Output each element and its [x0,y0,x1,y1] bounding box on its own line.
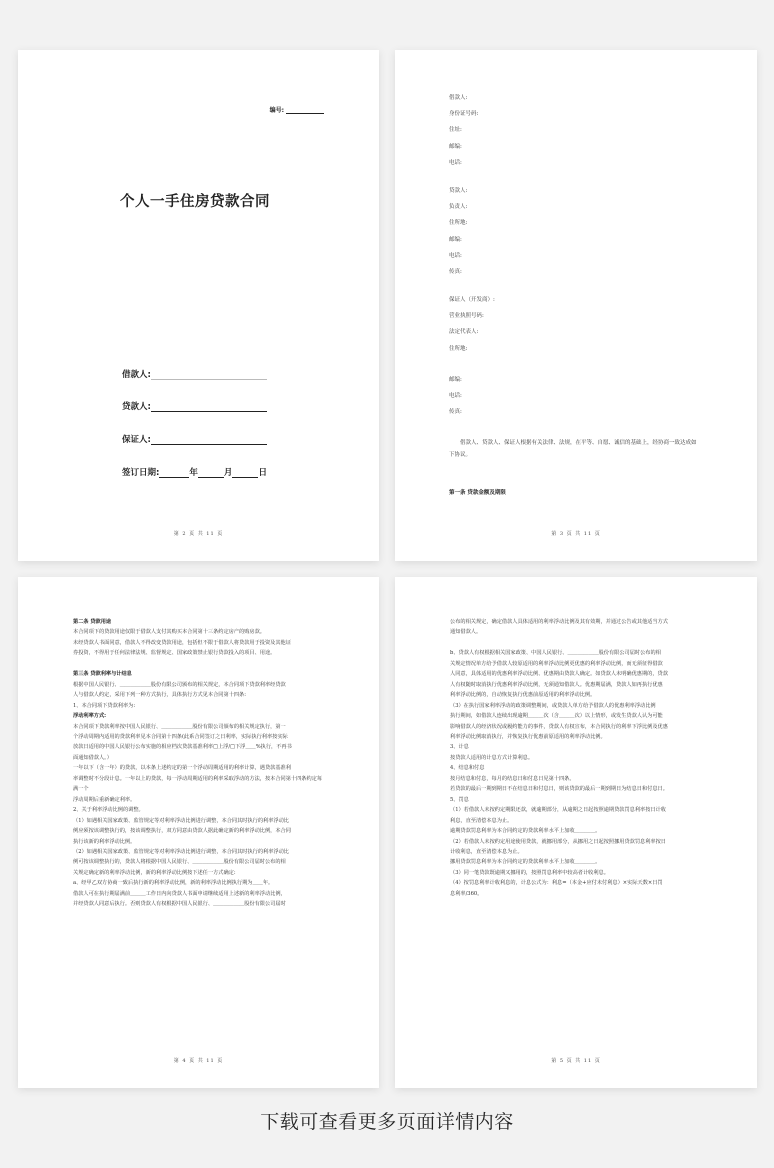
borrower-info [449,90,478,171]
text-line: 面通知借款人。） [73,754,112,761]
text-line: 浮动周期后重新确定利率。 [73,796,136,803]
text-line: 若贷款的最后一期到期日不在结息日和付息日，则该贷款的最后一期到期日为结息日和付息日。 [450,786,668,793]
info-line: 邮编: [449,377,462,383]
text-line: 关规定确定新的利率浮动比例，新的利率浮动比例按下述任一方式确定: [73,869,236,876]
text-line: 放款日适用的中国人民银行公布实施的相应档次贷款基准利率□上浮/□下浮＿＿%执行，不再书 [73,744,292,751]
info-line: 保证人（开发商）: [449,297,495,303]
text-line: 例应须按该调整执行的，按该调整执行，双方同意由贷款人据此确定新的利率浮动比例，本合同 [73,828,291,835]
clause-heading: 浮动利率方式: [73,713,107,720]
page-terms-1 [18,577,379,1088]
text-line: 息利率/360。 [450,890,483,897]
info-line: 邮编: [449,236,462,243]
page-parties [395,50,757,561]
text-line: 关规定情况单方给予借款人较原适用的利率浮动比例更优惠的利率浮动比例，而无须征得借款 [450,660,663,667]
guarantor-label: 保证人: [122,435,151,445]
info-line: 营业执照号码: [449,313,484,320]
text-line: 1、本合同项下贷款利率为: [73,702,136,709]
text-line: 公布的相关规定，确定借款人具体适用的利率浮动比例及其有效期，并通过公告或其他适当方式 [450,619,668,625]
page-terms-2 [395,577,757,1088]
info-line: 邮编: [449,143,462,150]
info-line: 法定代表人: [449,329,479,336]
text-line: （4）按罚息利率计收利息的，计息公式为：利息=（本金+应付未付利息）×实际天数×日罚 [450,880,663,887]
page-footer: 第 3 页 共 11 页 [551,531,601,537]
text-line: 人同意，具体适用的优惠利率浮动比例、优惠期由贷款人确定。如贷款人未明确优惠期的，贷款 [450,671,668,678]
clause-heading: 第三条 贷款利率与计结息 [73,671,132,678]
text-line: 人有权随时取消执行优惠利率浮动比例，无须通知借款人。优惠期届满，贷款人如再执行优惠 [450,681,663,688]
info-line: 借款人: [449,95,468,101]
lender-field [122,400,267,412]
text-line: b、贷款人有权根据相关国家政策、中国人民银行、＿＿＿＿＿＿股份有限公司届时公布的相 [450,650,661,657]
info-line: 贷款人: [449,188,468,194]
text-line: 3、计息 [450,744,469,751]
text-line: a、经甲乙双方协商一致后执行新的利率浮动比例，新的利率浮动比例执行期为＿＿年。 [73,880,274,887]
agreement-paragraph: 借款人、贷款人、保证人根据有关法律、法规，在平等、自愿、诚信的基础上，经协商一致达成如下协议。 [449,440,697,458]
text-line: 4、结息和付息 [450,765,485,772]
text-line: 本合同项下贷款利率按中国人民银行、＿＿＿＿＿＿股份有限公司颁布的相关规定执行，第一 [73,723,286,730]
text-line: （1）若借款人未按约定期限还款，就逾期部分，从逾期之日起按照逾期贷款罚息利率按日计收 [450,807,666,814]
text-line: 本合同项下的贷款用途仅限于借款人支付其购买本合同第十三条约定房产的购房款。 [73,629,265,636]
text-line: 按贷款人适用的计息方式计算利息。 [450,754,534,761]
info-line: 电话: [449,252,462,259]
info-line: 电话: [449,393,462,400]
text-line: （2）若借款人未按约定用途使用贷款，就挪用部分，从挪用之日起按照挪用贷款罚息利率按日 [450,838,666,845]
text-line: （2）如遇相关国家政策、监管规定等对利率浮动比例进行调整，本合同其时执行的利率浮动比 [73,848,289,855]
contract-body [73,617,325,910]
info-line: 电话: [449,159,462,166]
day-label: 日 [258,468,267,478]
text-line: 未经贷款人书面同意，借款人不得改变贷款用途，包括但不限于借款人将贷款用于投资及其他证 [73,639,291,646]
borrower-label: 借款人: [122,370,151,380]
sign-date-label: 签订日期: [122,468,160,478]
info-line: 住所地: [449,220,468,227]
text-line: 挪用贷款罚息利率为本合同约定的贷款利率水平上加收＿＿＿＿。 [450,859,601,866]
contract-body [450,617,703,899]
info-line: 传真: [449,269,462,276]
text-line: 影响借款人的经济状况或履约能力的事件，贷款人有权宣布，本合同执行的利率下浮比例及优惠 [450,723,668,730]
page-footer: 第 5 页 共 11 页 [551,1058,601,1064]
guarantor-blank [151,444,267,445]
text-line: 例可按该调整执行的，贷款人将根据中国人民银行、＿＿＿＿＿＿股份有限公司届时公布的相 [73,859,286,866]
year-label: 年 [189,468,198,478]
lender-blank [151,411,267,412]
borrower-field [122,368,267,380]
year-blank [159,477,189,478]
day-blank [232,477,258,478]
text-line: （3）同一笔贷款既逾期又挪用的，按照罚息利率中较高者计收利息。 [450,869,609,876]
text-line: 2、关于利率浮动比例的调整。 [73,807,144,814]
sign-date-field [122,466,267,478]
month-blank [198,477,224,478]
text-line: 券投资，不得用于任何法律法规、监督规定、国家政策禁止银行贷款投入的项目、用途。 [73,650,276,657]
page-footer: 第 2 页 共 11 页 [173,531,224,537]
text-line: 利率浮动比例的，自动恢复执行优惠前原适用的利率浮动比例。 [450,692,596,699]
text-line: 借款人可在执行期届满前＿＿＿工作日内向贷款人书面申请继续适用上述新的利率浮动比例， [73,890,286,897]
paragraph-gap [73,659,325,669]
text-line: 个浮动周期内适用的贷款利率见本合同第十四条(此系合同签订之日利率，实际执行利率按实际 [73,733,288,740]
page-footer: 第 4 页 共 11 页 [173,1058,224,1064]
text-line: 利率浮动比例取消执行，并恢复执行优惠前原适用的利率浮动比例。 [450,733,606,740]
text-line: 根据中国人民银行、＿＿＿＿＿＿股份有限公司颁布的相关规定，本合同项下贷款利率经贷款 [73,681,286,688]
text-line: 逾期贷款罚息利率为本合同约定的贷款利率水平上加收＿＿＿＿。 [450,828,601,835]
text-line: 5、罚息 [450,796,469,803]
text-line: （1）如遇相关国家政策、监管规定等对利率浮动比例进行调整，本合同其时执行的利率浮动比 [73,817,289,824]
text-line: （3）在执行国家利率浮动的政策调整期间，或贷款人单方给予借款人的优惠利率浮动比例 [450,702,656,709]
text-line: 执行期间，如借款人连续出现逾期＿＿＿次（含＿＿＿次）以上情形，或发生贷款人认为可能 [450,713,663,720]
page-title: 个人一手住房贷款合同 [120,194,270,210]
text-line: 利息，直至清偿本息为止。 [450,817,513,824]
contract-number [270,105,324,114]
month-label: 月 [223,468,233,478]
clause-heading: 第二条 贷款用途 [73,619,112,625]
lender-info [449,183,467,280]
text-line: 按月结息和付息，每月的结息日和付息日见第十四条。 [450,775,575,782]
info-line: 住址: [449,127,462,134]
info-line: 身份证号码: [449,111,479,118]
contract-number-blank [286,113,324,114]
article-heading: 第一条 贷款金额及期限 [449,490,506,496]
text-line: 并经贷款人同意后执行。否则贷款人有权根据中国人民银行、＿＿＿＿＿＿股份有限公司届时 [73,901,286,908]
text-line: 一年以下（含一年）的贷款，以本条上述约定的第一个浮动周期适用的利率计算，遇贷款基准利 [73,765,291,772]
borrower-blank [151,379,267,380]
guarantor-info [449,292,495,357]
guarantor-field [122,433,267,445]
page-cover [18,50,379,561]
contact-info [449,372,462,421]
info-line: 负责人: [449,204,468,211]
download-caption: 下载可查看更多页面详情内容 [260,1111,514,1133]
info-line: 住所地: [449,345,468,352]
text-line: 率调整时不分段计息。一年以上的贷款，每一浮动周期适用的利率采取浮动的方法，按本合同第十四条约定每满一个 [73,775,323,793]
info-line: 传真: [449,409,462,416]
text-line: 人与借款人约定，采用下列一种方式执行，具体执行方式见本合同第十四条: [73,692,246,699]
contract-number-label: 编号: [269,107,284,114]
text-line: 计收利息，直至清偿本息为止。 [450,848,523,855]
text-line: 通知借款人。 [450,629,482,636]
text-line: 执行该新的利率浮动比例。 [73,838,136,845]
lender-label: 贷款人: [122,402,151,412]
paragraph-gap [450,638,703,648]
